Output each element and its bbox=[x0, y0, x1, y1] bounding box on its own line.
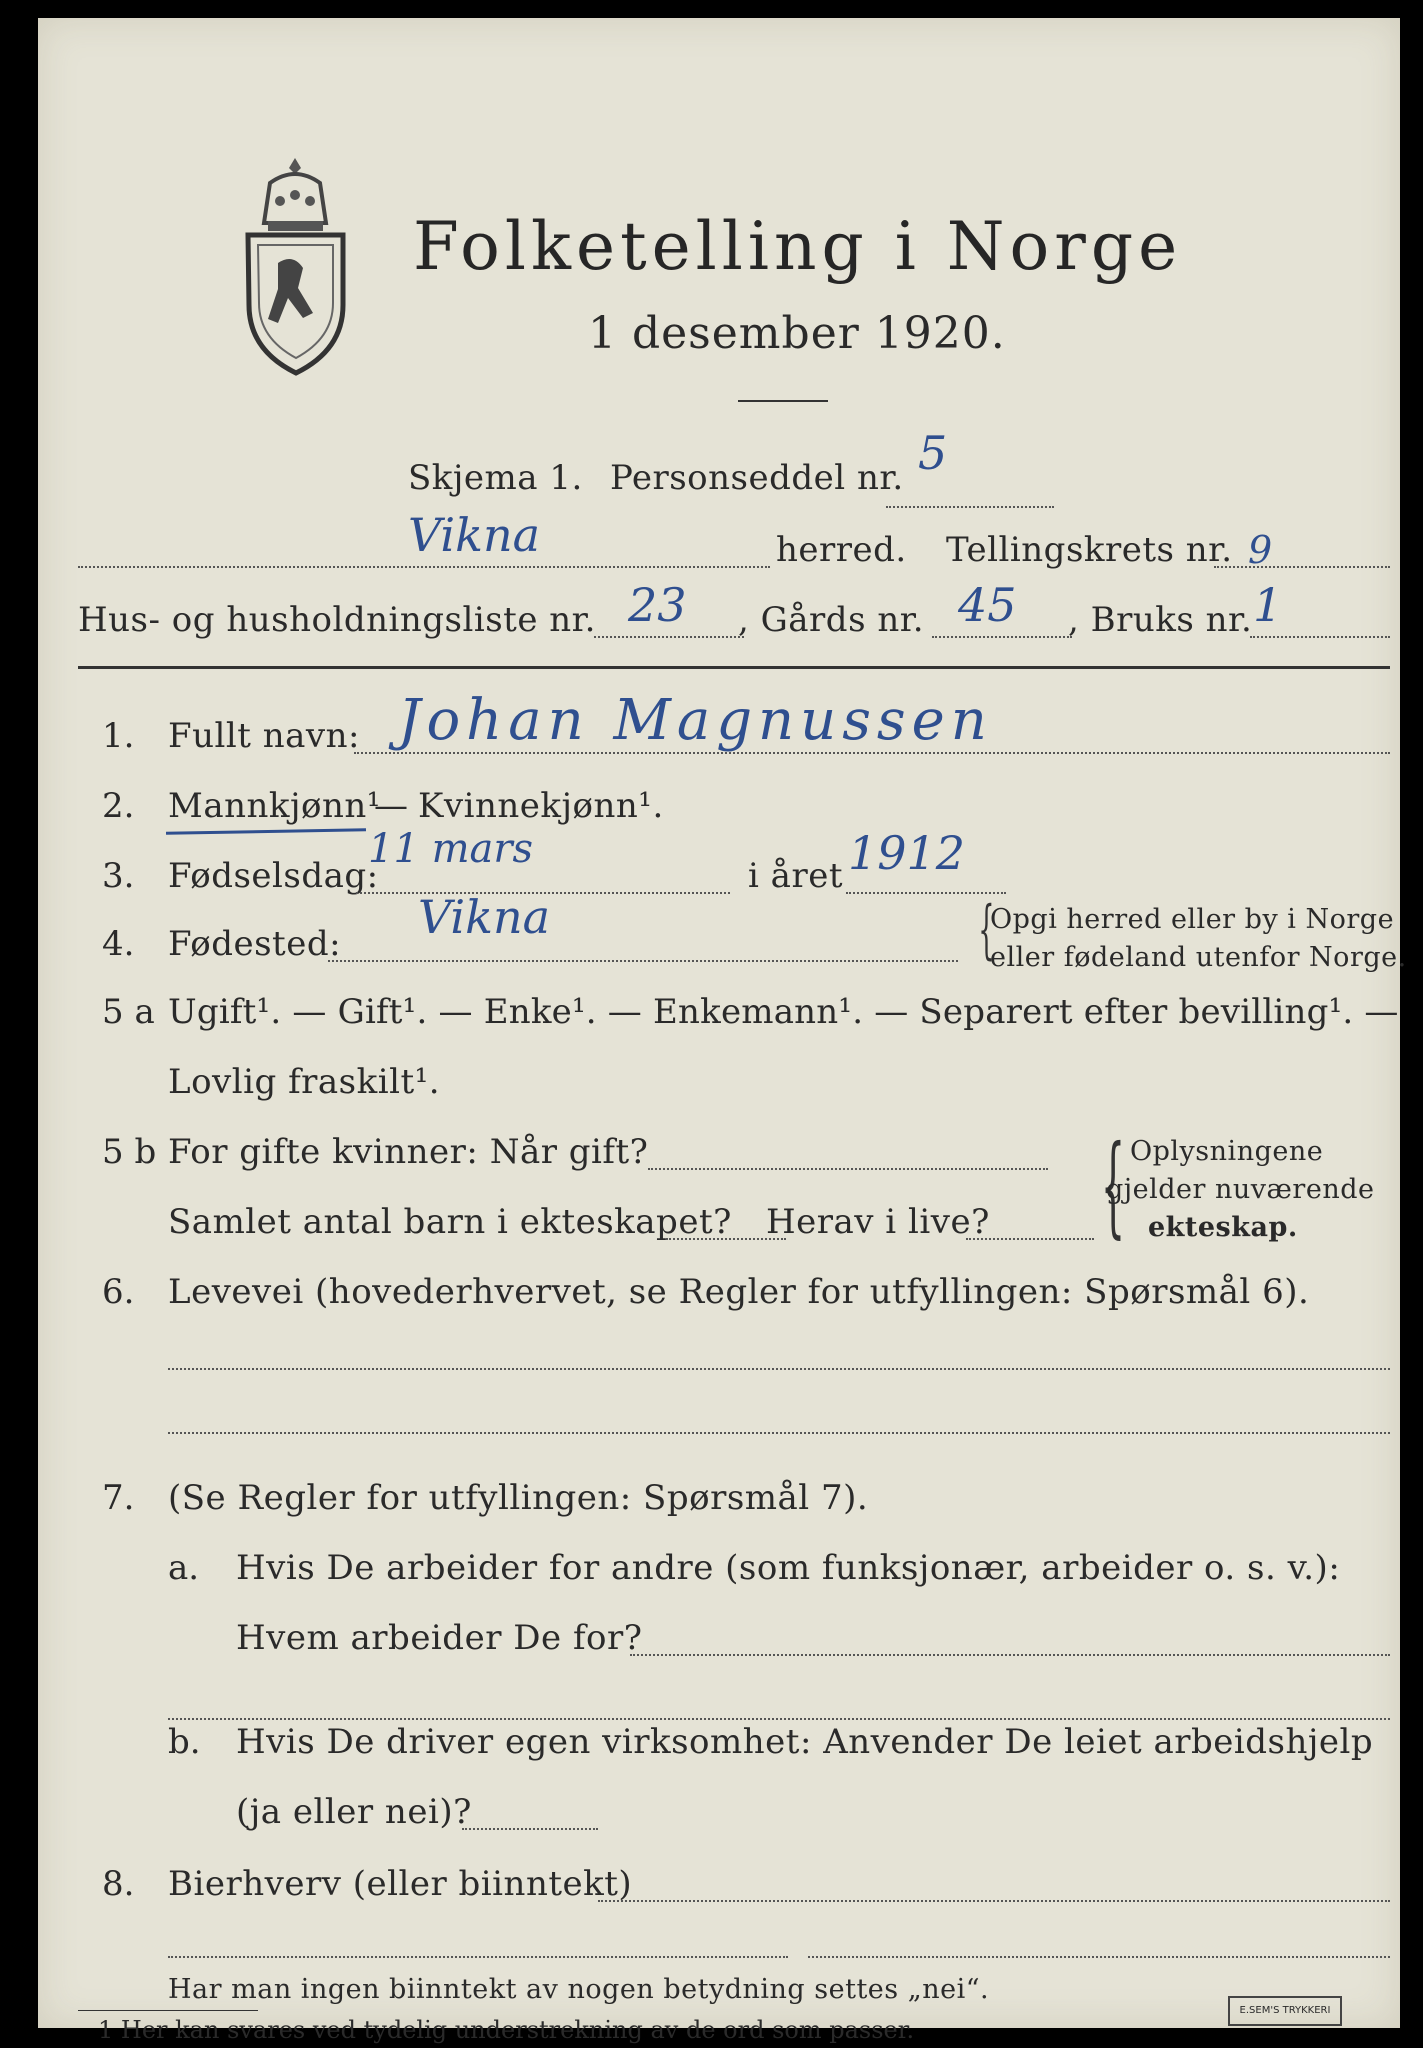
marital-options[interactable]: Ugift¹. — Gift¹. — Enke¹. — Enkemann¹. — Separert efter bevilling¹. — bbox=[168, 992, 1399, 1032]
herred-value[interactable]: Vikna bbox=[408, 508, 541, 562]
male-option[interactable]: Mannkjønn¹ bbox=[168, 786, 381, 826]
form-title: Folketelling i Norge bbox=[413, 208, 1183, 285]
title-divider bbox=[738, 400, 828, 402]
q7a-extra-line bbox=[168, 1718, 1390, 1720]
q7-number: 7. bbox=[102, 1478, 135, 1518]
hus-value[interactable]: 23 bbox=[628, 578, 687, 632]
q7b-line-2: (ja eller nei)? bbox=[236, 1792, 472, 1832]
birthday-value[interactable]: 11 mars bbox=[368, 826, 534, 872]
q7a-number: a. bbox=[168, 1548, 200, 1588]
q2-number: 2. bbox=[102, 786, 135, 826]
gards-line bbox=[932, 636, 1072, 638]
personseddel-value[interactable]: 5 bbox=[918, 426, 948, 480]
q4-note-2: eller fødeland utenfor Norge. bbox=[990, 942, 1407, 973]
hus-label: Hus- og husholdningsliste nr. bbox=[78, 600, 596, 640]
q7-label: (Se Regler for utfyllingen: Spørsmål 7). bbox=[168, 1478, 869, 1518]
q5b-note-1: Oplysningene bbox=[1130, 1136, 1324, 1167]
gards-label: , Gårds nr. bbox=[738, 600, 925, 640]
census-date: 1 desember 1920. bbox=[588, 308, 1006, 359]
footnote-divider bbox=[78, 2010, 258, 2011]
bruks-value[interactable]: 1 bbox=[1253, 578, 1283, 632]
male-underline bbox=[166, 828, 366, 834]
q7b-line-1: Hvis De driver egen virksomhet: Anvender De leiet arbeidshjelp bbox=[236, 1722, 1374, 1762]
q5b-number: 5 b bbox=[102, 1132, 157, 1172]
q5b-line-1: For gifte kvinner: Når gift? bbox=[168, 1132, 649, 1172]
coat-of-arms-icon bbox=[238, 153, 353, 378]
children-alive-line bbox=[966, 1238, 1094, 1240]
q8-number: 8. bbox=[102, 1864, 135, 1904]
q5a-number: 5 a bbox=[102, 992, 155, 1032]
q1-label: Fullt navn: bbox=[168, 716, 360, 756]
q5b-note-2: gjelder nuværende bbox=[1106, 1174, 1375, 1205]
q5b-line-2a: Samlet antal barn i ekteskapet? bbox=[168, 1202, 732, 1242]
q4-note-1: Opgi herred eller by i Norge bbox=[990, 904, 1395, 935]
side-income-line-2b bbox=[808, 1956, 1390, 1958]
hus-line bbox=[594, 636, 744, 638]
bruks-label: , Bruks nr. bbox=[1068, 600, 1253, 640]
q2-separator: — bbox=[374, 786, 409, 826]
herred-line bbox=[78, 566, 770, 568]
printer-mark: E.SEM'S TRYKKERI bbox=[1228, 1996, 1342, 2026]
tellingskrets-label: Tellingskrets nr. bbox=[946, 530, 1233, 570]
q6-label: Levevei (hovederhvervet, se Regler for utfyllingen: Spørsmål 6). bbox=[168, 1272, 1310, 1312]
q7a-line-1: Hvis De arbeider for andre (som funksjonær, arbeider o. s. v.): bbox=[236, 1548, 1341, 1588]
birthplace-line bbox=[328, 960, 958, 962]
footnote: 1 Her kan svares ved tydelig understrekning av de ord som passer. bbox=[98, 2016, 915, 2044]
tellingskrets-value[interactable]: 9 bbox=[1248, 528, 1273, 572]
footer-note: Har man ingen biinntekt av nogen betydning settes „nei“. bbox=[168, 1974, 990, 2005]
hired-help-line bbox=[462, 1828, 598, 1830]
q6-line-2 bbox=[168, 1432, 1390, 1434]
q6-number: 6. bbox=[102, 1272, 135, 1312]
q3-number: 3. bbox=[102, 856, 135, 896]
married-when-line bbox=[648, 1168, 1048, 1170]
divorced-option[interactable]: Lovlig fraskilt¹. bbox=[168, 1062, 441, 1102]
employer-line bbox=[630, 1654, 1390, 1656]
tellingskrets-line bbox=[1214, 566, 1390, 568]
q4-label: Fødested: bbox=[168, 924, 342, 964]
header-divider bbox=[78, 666, 1390, 669]
q6-line-1 bbox=[168, 1368, 1390, 1370]
q7a-line-2: Hvem arbeider De for? bbox=[236, 1618, 643, 1658]
herred-label: herred. bbox=[776, 530, 907, 570]
side-income-line bbox=[598, 1900, 1390, 1902]
q5b-brace: { bbox=[1100, 1121, 1126, 1249]
q5b-line-2b: Herav i live? bbox=[766, 1202, 990, 1242]
q1-number: 1. bbox=[102, 716, 135, 756]
birthplace-value[interactable]: Vikna bbox=[418, 890, 551, 944]
bruks-line bbox=[1250, 636, 1390, 638]
birth-year-label: i året bbox=[748, 856, 843, 896]
birth-year-value[interactable]: 1912 bbox=[848, 826, 966, 880]
q7b-number: b. bbox=[168, 1722, 201, 1762]
side-income-line-2a bbox=[168, 1956, 788, 1958]
full-name-value[interactable]: Johan Magnussen bbox=[398, 688, 993, 753]
q4-number: 4. bbox=[102, 924, 135, 964]
schema-label: Skjema 1. bbox=[408, 458, 583, 498]
personseddel-label: Personseddel nr. bbox=[610, 458, 904, 498]
personseddel-line bbox=[886, 506, 1054, 508]
q3-label: Fødselsdag: bbox=[168, 856, 379, 896]
female-option[interactable]: Kvinnekjønn¹. bbox=[418, 786, 664, 826]
q4-brace: { bbox=[978, 893, 995, 967]
census-form bbox=[38, 18, 1407, 2044]
q8-label: Bierhverv (eller biinntekt) bbox=[168, 1864, 633, 1904]
gards-value[interactable]: 45 bbox=[958, 578, 1017, 632]
q5b-note-3: ekteskap. bbox=[1148, 1212, 1298, 1243]
